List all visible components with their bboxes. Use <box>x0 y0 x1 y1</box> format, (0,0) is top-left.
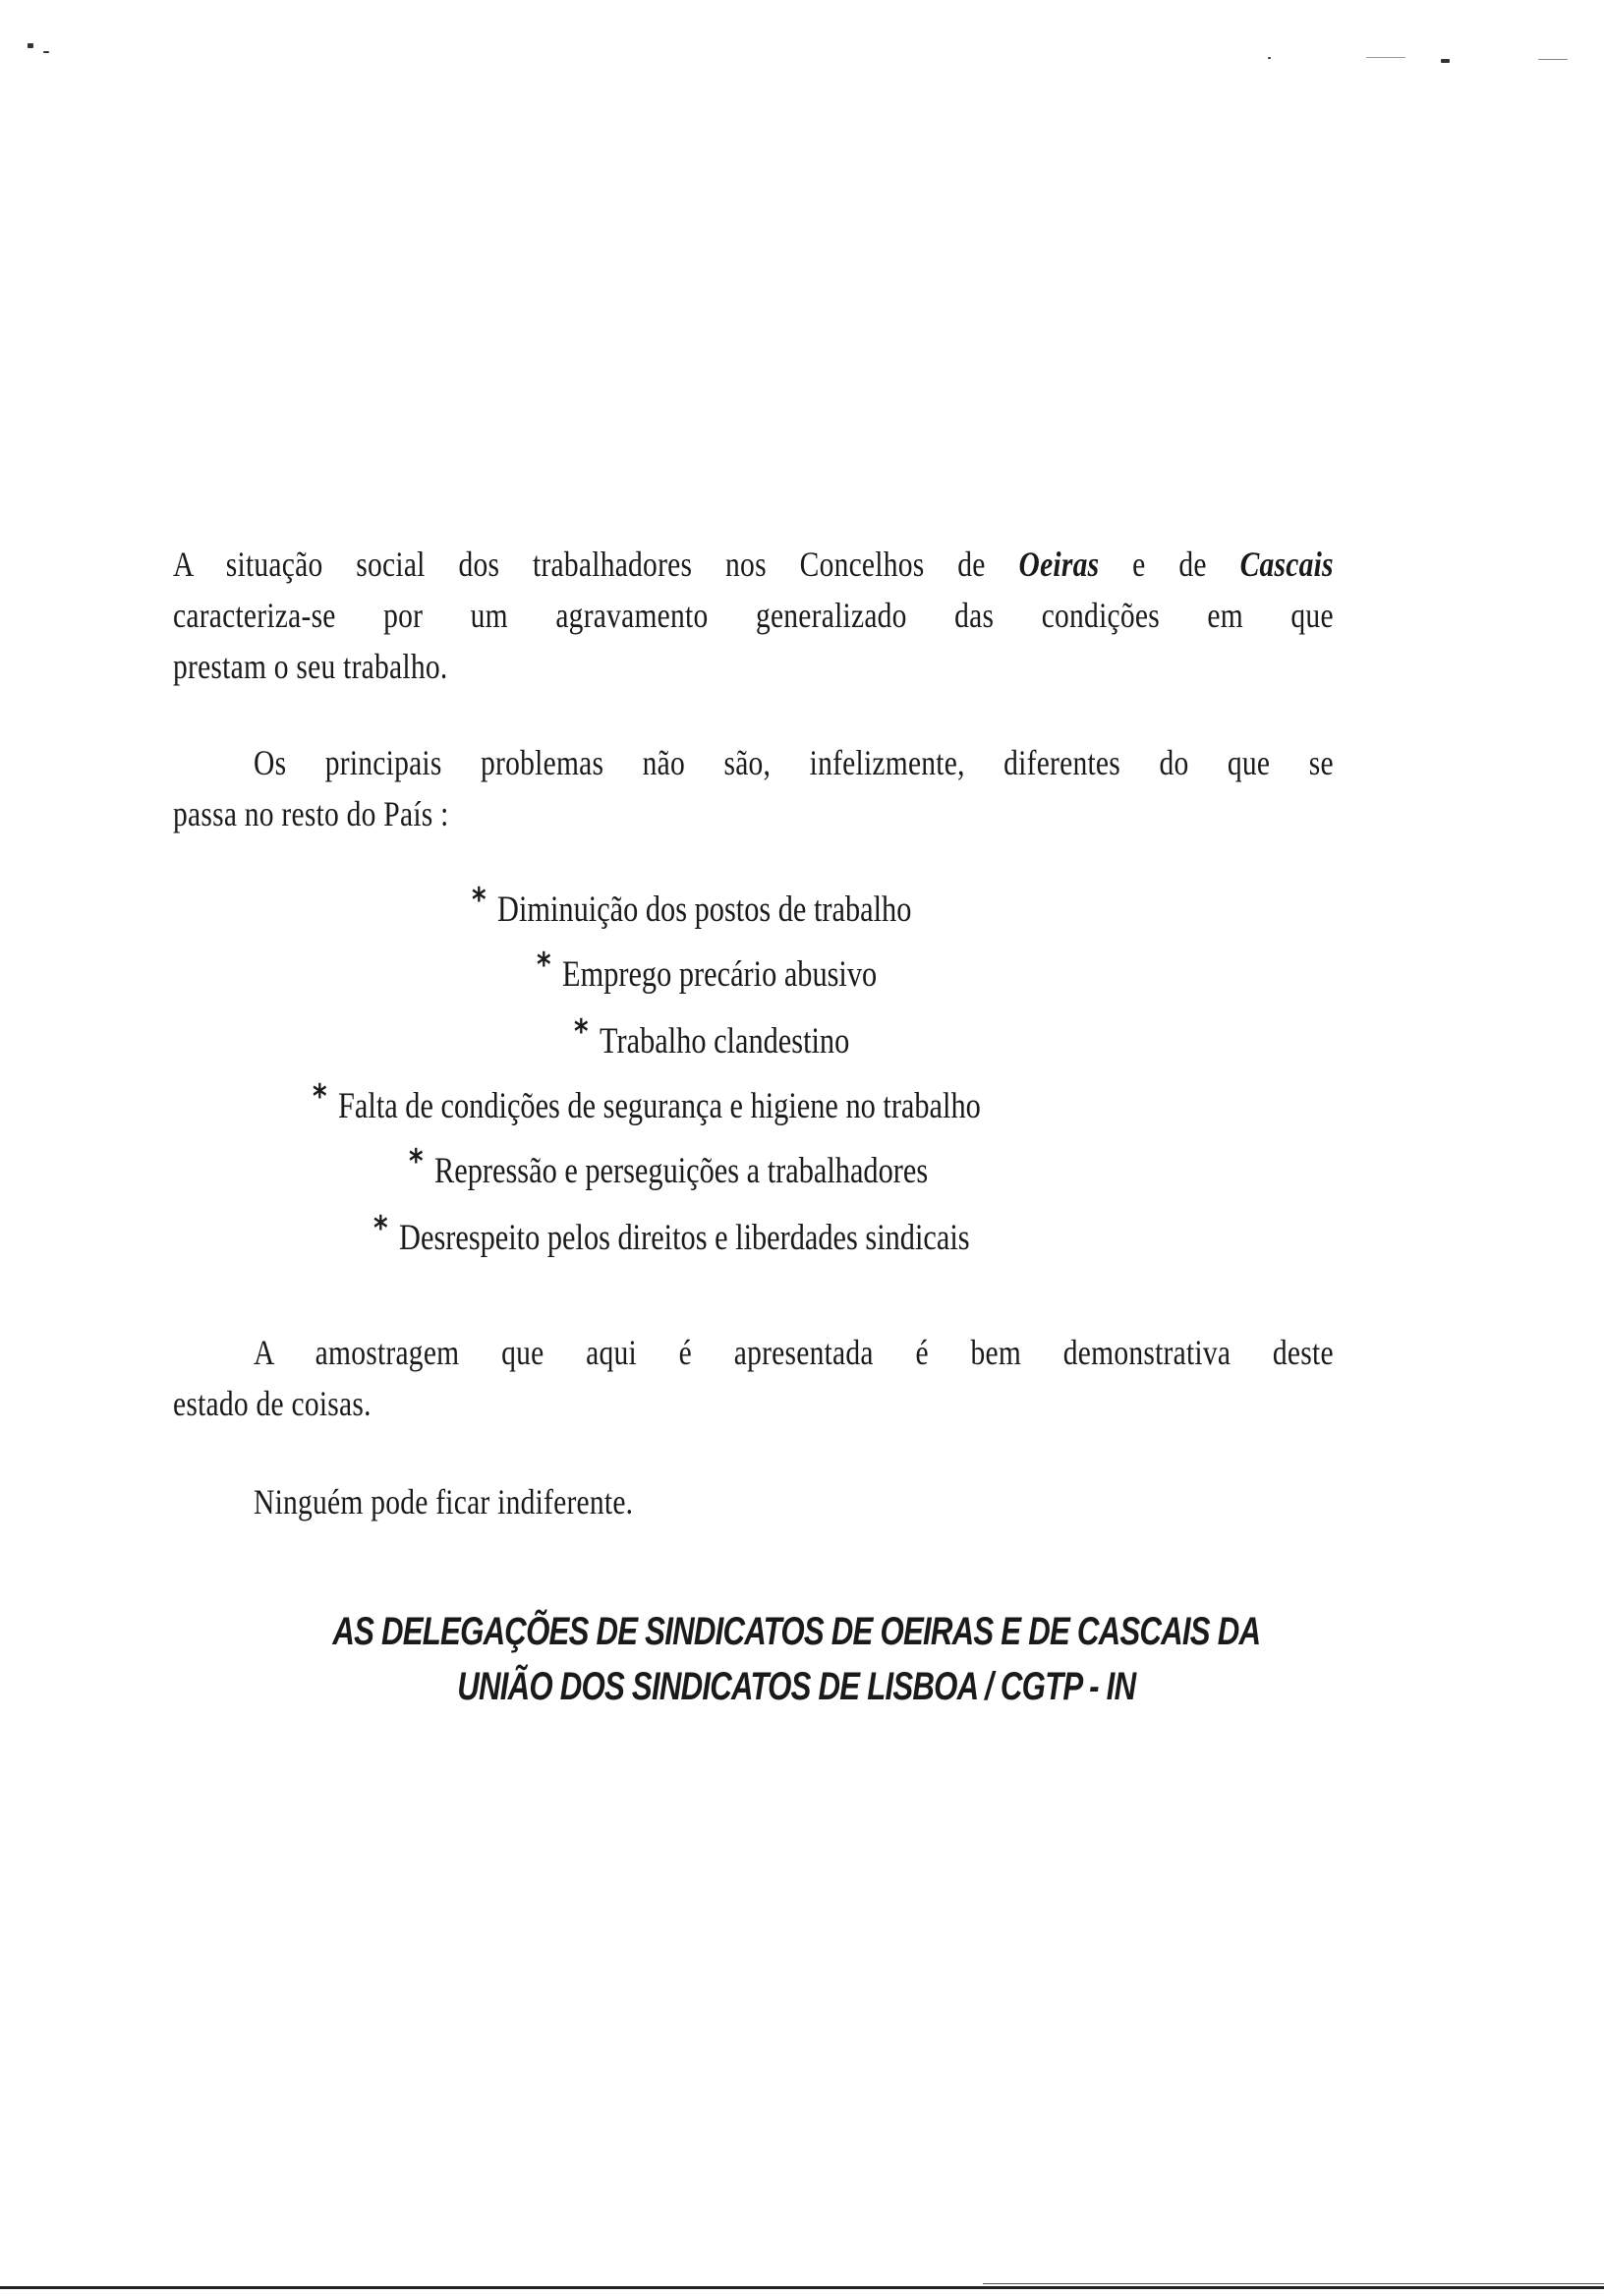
intro-paragraph <box>173 539 1334 692</box>
problems-intro-line-2: passa no resto do País : <box>173 794 449 833</box>
intro-line-2: caracteriza-se por um agravamento generalizado das condições em que <box>173 596 1334 635</box>
asterisk-icon: * <box>574 1012 589 1052</box>
list-item-text: Diminuição dos postos de trabalho <box>497 890 912 930</box>
problems-intro-line-1 <box>173 737 1334 788</box>
scan-speck <box>1268 57 1271 59</box>
list-item <box>574 1012 850 1067</box>
closing-text: Ninguém pode ficar indiferente. <box>254 1482 634 1521</box>
asterisk-icon: * <box>472 881 487 920</box>
scan-speck <box>1366 57 1405 58</box>
asterisk-icon: * <box>409 1142 424 1181</box>
list-item-text: Falta de condições de segurança e higiene no trabalho <box>338 1086 981 1126</box>
scan-speck <box>1538 59 1568 60</box>
signature-line-2: UNIÃO DOS SINDICATOS DE LISBOA / CGTP - IN <box>457 1665 1136 1708</box>
sample-line-1-text: A amostragem que aqui é apresentada é bem demonstrativa deste <box>254 1333 1334 1372</box>
intro-line-1-prefix: A situação social dos trabalhadores nos Concelhos de <box>173 545 986 584</box>
asterisk-icon: * <box>373 1209 388 1248</box>
intro-line-3: prestam o seu trabalho. <box>173 647 448 686</box>
place-cascais: Cascais <box>1239 545 1334 584</box>
asterisk-icon: * <box>313 1077 327 1117</box>
list-item <box>537 946 878 1001</box>
list-item <box>313 1077 981 1132</box>
signature-line-1: AS DELEGAÇÕES DE SINDICATOS DE OEIRAS E DE CASCAIS DA <box>332 1610 1261 1653</box>
list-item <box>472 881 912 936</box>
list-item-text: Repressão e perseguições a trabalhadores <box>434 1151 929 1191</box>
closing-paragraph <box>173 1476 1334 1527</box>
sample-line-1 <box>173 1327 1334 1378</box>
closing-line <box>173 1476 1334 1527</box>
problems-intro-paragraph <box>173 737 1334 839</box>
list-item <box>409 1142 929 1197</box>
problems-intro-line-1-text: Os principais problemas não são, infelizmente, diferentes do que se <box>254 743 1334 782</box>
list-item-text: Desrespeito pelos direitos e liberdades sindicais <box>399 1218 970 1258</box>
asterisk-icon: * <box>537 946 551 985</box>
place-oeiras: Oeiras <box>1018 545 1100 584</box>
scan-speck <box>43 51 49 53</box>
scan-speck <box>28 43 33 48</box>
intro-line-1-mid: e de <box>1132 545 1207 584</box>
list-item <box>373 1209 970 1264</box>
bottom-edge-rule-thin <box>983 2283 1604 2284</box>
list-item-text: Emprego precário abusivo <box>562 954 878 995</box>
intro-line-1 <box>173 539 1334 590</box>
sample-line-2: estado de coisas. <box>173 1384 372 1423</box>
list-item-text: Trabalho clandestino <box>600 1021 850 1062</box>
bottom-edge-rule <box>0 2286 1604 2289</box>
scan-speck <box>1441 59 1450 63</box>
sample-paragraph <box>173 1327 1334 1429</box>
